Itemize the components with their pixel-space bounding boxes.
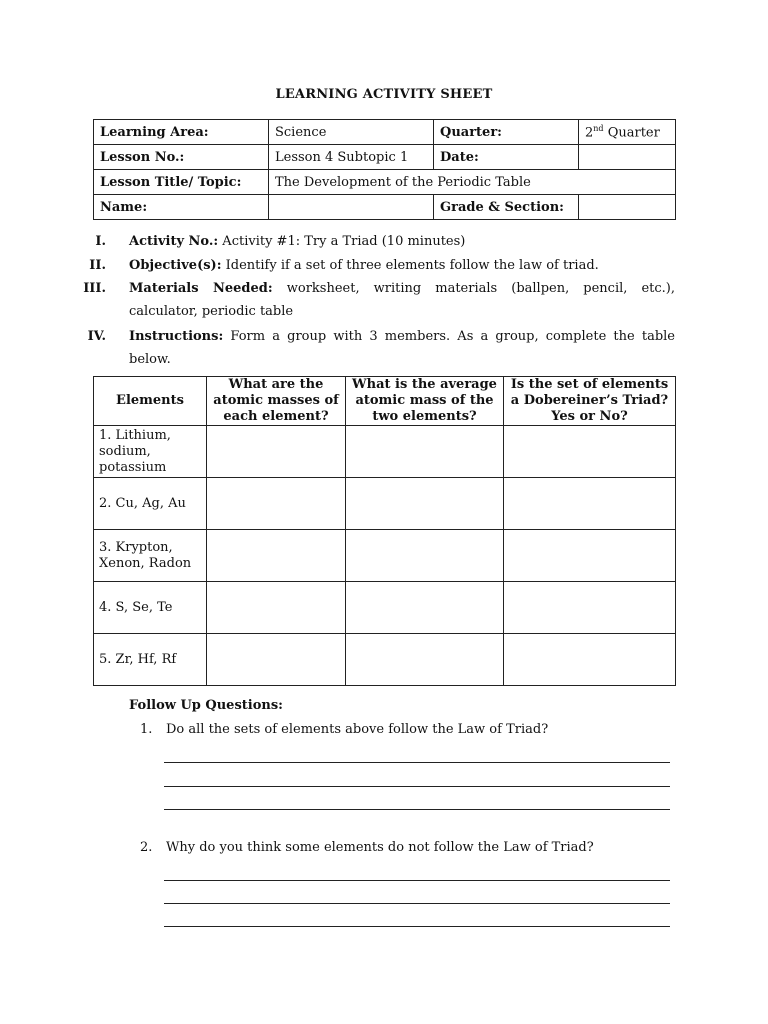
lesson-no-value[interactable]: Lesson 4 Subtopic 1 [269,145,434,170]
quarter-text: Quarter [603,125,660,141]
column-header-elements: Elements [94,377,207,426]
name-label: Name: [94,195,269,220]
average-mass-answer-cell[interactable] [346,478,504,530]
element-set-cell: 1. Lithium, sodium, potassium [94,426,207,478]
section-number: IV. [87,329,106,344]
section-label: Materials Needed: [129,281,273,296]
learning-area-value[interactable]: Science [269,120,434,145]
section-text: Activity #1: Try a Triad (10 minutes) [218,234,466,249]
triad-answer-cell[interactable] [504,634,676,686]
question-text: Do all the sets of elements above follow the Law of Triad? [166,722,549,737]
section-number: I. [95,234,106,249]
follow-up-heading: Follow Up Questions: [129,698,283,713]
quarter-label: Quarter: [434,120,579,145]
section-label: Objective(s): [129,258,222,273]
learning-area-label: Learning Area: [94,120,269,145]
quarter-value[interactable] [579,120,676,145]
average-mass-answer-cell[interactable] [346,426,504,478]
section-text: Form a group with 3 members. As a group, complete the table below. [129,329,675,367]
section-text: Identify if a set of three elements follow the law of triad. [221,258,599,273]
table-row [94,582,676,634]
lesson-title-value[interactable]: The Development of the Periodic Table [269,170,676,195]
triad-answer-cell[interactable] [504,530,676,582]
quarter-number: 2 [585,125,594,141]
atomic-masses-answer-cell[interactable] [207,582,346,634]
lesson-no-label: Lesson No.: [94,145,269,170]
average-mass-answer-cell[interactable] [346,634,504,686]
info-row-learning-area [94,120,676,145]
grade-section-field[interactable] [579,195,676,220]
section-materials [80,277,675,323]
section-number: III. [83,281,106,296]
section-label: Instructions: [129,329,224,344]
atomic-masses-answer-cell[interactable] [207,426,346,478]
column-header-average-mass: What is the average atomic mass of the two elements? [346,377,504,426]
info-row-name [94,195,676,220]
answer-line[interactable] [164,762,670,763]
info-row-lesson-no [94,145,676,170]
column-header-is-triad: Is the set of elements a Dobereiner’s Triad? Yes or No? [504,377,676,426]
element-set-cell: 5. Zr, Hf, Rf [94,634,207,686]
table-row [94,530,676,582]
section-text: worksheet, writing materials (ballpen, pencil, etc.), calculator, periodic table [129,281,675,319]
lesson-title-label: Lesson Title/ Topic: [94,170,269,195]
section-activity [80,230,675,253]
grade-section-label: Grade & Section: [434,195,579,220]
question-2 [140,840,680,855]
section-objectives [80,254,675,277]
answer-line[interactable] [164,926,670,927]
triad-answer-cell[interactable] [504,582,676,634]
name-field[interactable] [269,195,434,220]
triad-answer-cell[interactable] [504,426,676,478]
table-row [94,478,676,530]
average-mass-answer-cell[interactable] [346,582,504,634]
sheet-title: LEARNING ACTIVITY SHEET [275,87,493,102]
table-row [94,634,676,686]
table-header-row [94,377,676,426]
section-instructions [80,325,675,371]
triad-activity-table [93,376,676,686]
question-number: 2. [140,840,153,855]
atomic-masses-answer-cell[interactable] [207,634,346,686]
element-set-cell: 3. Krypton, Xenon, Radon [94,530,207,582]
average-mass-answer-cell[interactable] [346,530,504,582]
lesson-info-table [93,119,676,220]
element-set-cell: 2. Cu, Ag, Au [94,478,207,530]
question-1 [140,722,680,737]
question-text: Why do you think some elements do not follow the Law of Triad? [166,840,594,855]
quarter-ordinal-suffix: nd [593,123,604,133]
triad-answer-cell[interactable] [504,478,676,530]
answer-line[interactable] [164,880,670,881]
section-label: Activity No.: [129,234,219,249]
answer-line[interactable] [164,903,670,904]
answer-line[interactable] [164,786,670,787]
atomic-masses-answer-cell[interactable] [207,530,346,582]
date-field[interactable] [579,145,676,170]
atomic-masses-answer-cell[interactable] [207,478,346,530]
question-number: 1. [140,722,153,737]
column-header-atomic-masses: What are the atomic masses of each element? [207,377,346,426]
table-row [94,426,676,478]
date-label: Date: [434,145,579,170]
answer-line[interactable] [164,809,670,810]
info-row-lesson-title [94,170,676,195]
section-number: II. [89,258,106,273]
element-set-cell: 4. S, Se, Te [94,582,207,634]
